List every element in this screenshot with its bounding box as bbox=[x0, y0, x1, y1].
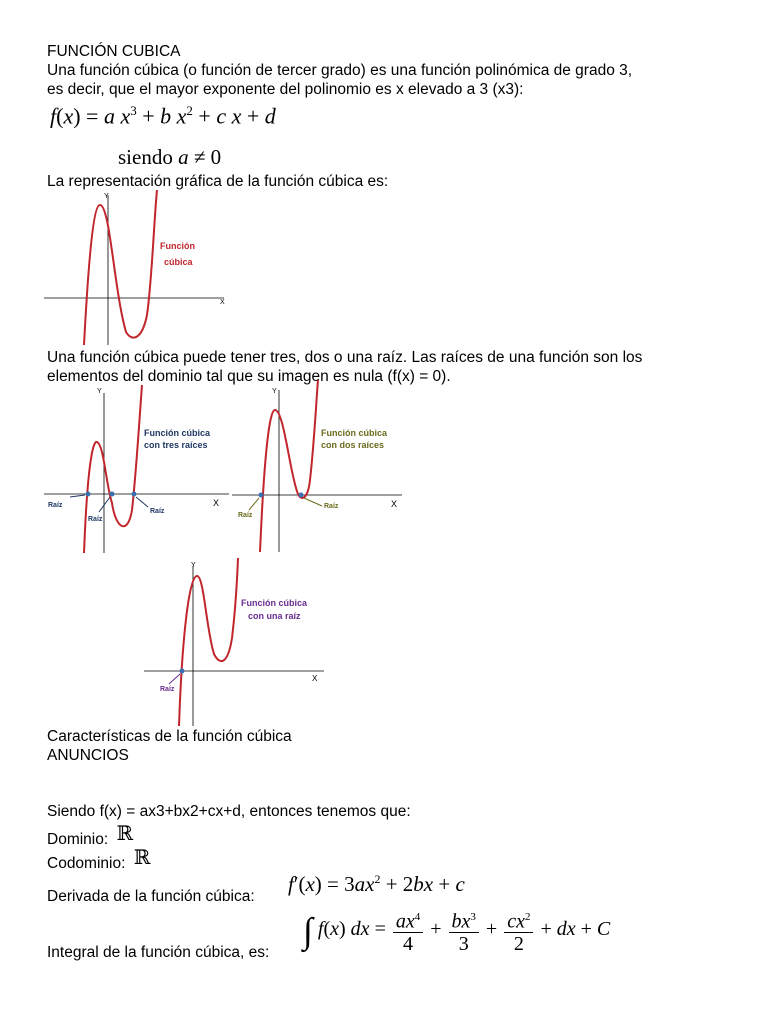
roots-line-1: Una función cúbica puede tener tres, dos o una raíz. Las raíces de una función son los bbox=[47, 349, 643, 366]
intro-line-2: es decir, que el mayor exponente del polinomio es x elevado a 3 (x3): bbox=[47, 81, 524, 98]
features-heading: Características de la función cúbica bbox=[47, 728, 292, 745]
root-arrow bbox=[70, 495, 85, 497]
graph-cubic-basic bbox=[44, 190, 234, 345]
graph-three-roots bbox=[44, 385, 234, 553]
root-label: Raíz bbox=[88, 516, 103, 523]
y-axis-label: Y bbox=[272, 388, 277, 395]
x-axis-label: X bbox=[220, 299, 225, 306]
derivada-label: Derivada de la función cúbica: bbox=[47, 888, 255, 905]
root-label: Raíz bbox=[150, 508, 165, 515]
cubic-curve bbox=[179, 558, 238, 726]
graph3-label-2: con dos raíces bbox=[321, 440, 385, 450]
siendo-line: Siendo f(x) = ax3+bx2+cx+d, entonces tenemos que: bbox=[47, 803, 411, 820]
graph2-label-2: con tres raíces bbox=[144, 440, 208, 450]
root-label: Raíz bbox=[160, 686, 175, 693]
root-point-1 bbox=[180, 669, 185, 674]
root-arrow bbox=[136, 497, 148, 507]
cubic-curve bbox=[84, 190, 157, 345]
root-point-3 bbox=[132, 492, 137, 497]
general-formula: f(x) = a $x^3 + b$ $x^2 + c$ x + d bbox=[50, 103, 276, 129]
root-point-2 bbox=[110, 492, 115, 497]
x-axis-label: X bbox=[391, 499, 398, 509]
root-label: Raíz bbox=[238, 512, 253, 519]
dominio-label: Dominio: bbox=[47, 831, 109, 848]
integral-label: Integral de la función cúbica, es: bbox=[47, 944, 270, 961]
derivative-formula: $f'(x) = 3ax^2 + 2bx + c$ bbox=[288, 872, 465, 896]
x-axis-label: X bbox=[312, 674, 318, 683]
intro-line-1: Una función cúbica (o función de tercer grado) es una función polinómica de grado 3, bbox=[47, 62, 633, 79]
codominio-row bbox=[47, 845, 151, 873]
page-title: FUNCIÓN CUBICA bbox=[47, 43, 181, 60]
graph4-label-1: Función cúbica bbox=[241, 598, 308, 608]
condition: siendo a ≠ 0 bbox=[118, 145, 222, 169]
root-label: Raíz bbox=[48, 502, 63, 509]
codominio-label: Codominio: bbox=[47, 855, 126, 872]
roots-line-2: elementos del dominio tal que su imagen es nula (f(x) = 0). bbox=[47, 368, 451, 385]
cubic-curve bbox=[260, 380, 318, 552]
root-arrow bbox=[169, 674, 180, 684]
root-arrow bbox=[99, 497, 110, 512]
root-arrow bbox=[304, 498, 322, 506]
real-numbers-symbol: ℝ bbox=[116, 821, 134, 845]
dominio-row bbox=[47, 821, 134, 849]
graph2-label-1: Función cúbica bbox=[144, 428, 211, 438]
y-axis-label: Y bbox=[97, 388, 102, 395]
graph-one-root bbox=[144, 558, 329, 726]
root-point-2 bbox=[299, 493, 304, 498]
root-arrow bbox=[249, 498, 259, 510]
root-point-1 bbox=[86, 492, 91, 497]
real-numbers-symbol: ℝ bbox=[133, 845, 151, 869]
root-point-1 bbox=[259, 493, 264, 498]
graph-two-roots bbox=[232, 380, 407, 552]
graph4-label-2: con una raíz bbox=[248, 611, 301, 621]
graph1-label-2: cúbica bbox=[164, 257, 193, 267]
integral-formula: ∫ f(x) dx = $\frac{ax^4}{4}$ + $\frac{bx^3}{3}$ + $\frac{cx^2}{2}$ + dx + C bbox=[303, 902, 610, 956]
graph-intro: La representación gráfica de la función cúbica es: bbox=[47, 173, 389, 190]
ads-label: ANUNCIOS bbox=[47, 747, 129, 764]
y-axis-label: Y bbox=[191, 562, 196, 569]
x-axis-label: X bbox=[213, 498, 220, 508]
graph1-label-1: Función bbox=[160, 241, 195, 251]
cubic-curve bbox=[84, 385, 142, 553]
root-label: Raíz bbox=[324, 503, 339, 510]
y-axis-label: Y bbox=[104, 193, 109, 200]
graph3-label-1: Función cúbica bbox=[321, 428, 388, 438]
